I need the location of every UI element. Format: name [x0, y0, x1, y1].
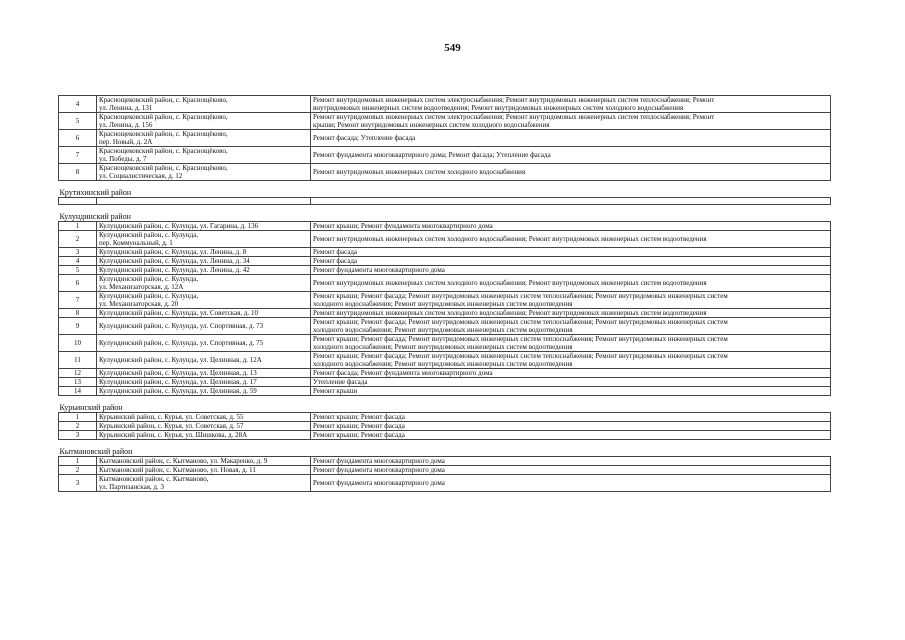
- table-row: [59, 413, 831, 422]
- address-line: Курьинский район, с. Курья, ул. Шишкова, д. 28А: [99, 431, 248, 439]
- row-number: 7: [59, 292, 97, 309]
- works-line: крыши; Ремонт внутридомовых инженерных систем холодного водоснабжения: [313, 121, 550, 129]
- works-line: Ремонт внутридомовых инженерных систем электроснабжения; Ремонт внутридомовых инженерных систем теплоснабжения; Ремонт: [313, 113, 715, 121]
- table-row: [59, 130, 831, 147]
- address-cell: [97, 130, 311, 147]
- works-line: внутридомовых инженерных систем водоотведения; Ремонт внутридомовых инженерных систем холодного водоснабжения: [313, 104, 684, 112]
- table-row: [59, 257, 831, 266]
- address-line: Краснощековский район, с. Краснощёково,: [99, 147, 228, 155]
- works-cell: [311, 96, 831, 113]
- address-cell: [97, 275, 311, 292]
- works-line: Ремонт фундамента многоквартирного дома; Ремонт фасада; Утепление фасада: [313, 151, 551, 159]
- address-cell: [97, 475, 311, 492]
- address-cell: [97, 335, 311, 352]
- works-line: холодного водоснабжения; Ремонт внутридомовых инженерных систем водоотведения: [313, 360, 573, 368]
- row-number: 11: [59, 352, 97, 369]
- district-header: [59, 440, 831, 457]
- table-row: [59, 378, 831, 387]
- works-line: Ремонт фундамента многоквартирного дома: [313, 457, 445, 465]
- address-cell: [97, 113, 311, 130]
- works-line: Ремонт крыши; Ремонт фундамента многоквартирного дома: [313, 222, 493, 230]
- address-cell: [97, 318, 311, 335]
- address-line: Краснощековский район, с. Краснощёково,: [99, 96, 228, 104]
- row-number: 10: [59, 335, 97, 352]
- works-line: Ремонт фундамента многоквартирного дома: [313, 266, 445, 274]
- address-cell: [97, 422, 311, 431]
- works-cell: [311, 147, 831, 164]
- address-line: Кулундинский район, с. Кулунда,: [99, 231, 199, 239]
- address-line: ул. Социалистическая, д. 12: [99, 172, 183, 180]
- row-number: 2: [59, 466, 97, 475]
- address-line: Краснощековский район, с. Краснощёково,: [99, 164, 228, 172]
- row-number: 8: [59, 309, 97, 318]
- row-number: 3: [59, 248, 97, 257]
- row-number: [59, 198, 97, 205]
- district-title: Курьинский район: [59, 396, 831, 413]
- row-number: 5: [59, 266, 97, 275]
- works-line: Ремонт внутридомовых инженерных систем холодного водоснабжения; Ремонт внутридомовых инженерных систем водоотведения: [313, 279, 707, 287]
- address-cell: [97, 257, 311, 266]
- works-cell: [311, 113, 831, 130]
- address-line: Кулундинский район, с. Кулунда, ул. Целинная, д. 17: [99, 378, 257, 386]
- works-line: Ремонт крыши; Ремонт фасада: [313, 413, 405, 421]
- table-row: [59, 248, 831, 257]
- works-cell: [311, 198, 831, 205]
- works-line: холодного водоснабжения; Ремонт внутридомовых инженерных систем водоотведения: [313, 300, 573, 308]
- works-line: Ремонт крыши; Ремонт фасада; Ремонт внутридомовых инженерных систем теплоснабжения; Ремонт внутридомовых инженерных систем: [313, 352, 728, 360]
- address-line: Кулундинский район, с. Кулунда, ул. Спортивная, д. 73: [99, 322, 264, 330]
- address-line: ул. Партизанская, д. 3: [99, 483, 164, 491]
- address-line: Кулундинский район, с. Кулунда, ул. Гагарина, д. 136: [99, 222, 259, 230]
- row-number: 2: [59, 422, 97, 431]
- address-cell: [97, 466, 311, 475]
- address-line: Кытмановский район, с. Кытманово, ул. Новая, д. 11: [99, 466, 256, 474]
- table-row: [59, 309, 831, 318]
- table-row: [59, 231, 831, 248]
- works-cell: [311, 413, 831, 422]
- table-row: [59, 113, 831, 130]
- table-row: [59, 96, 831, 113]
- row-number: 1: [59, 222, 97, 231]
- works-cell: [311, 475, 831, 492]
- works-line: Утепление фасада: [313, 378, 368, 386]
- works-cell: [311, 431, 831, 440]
- table-row: [59, 431, 831, 440]
- address-line: пер. Новый, д. 2А: [99, 138, 153, 146]
- address-line: Кытмановский район, с. Кытманово, ул. Макаренко, д. 9: [99, 457, 268, 465]
- works-cell: [311, 457, 831, 466]
- works-cell: [311, 222, 831, 231]
- row-number: 4: [59, 96, 97, 113]
- address-line: Кулундинский район, с. Кулунда, ул. Целинная, д. 59: [99, 387, 257, 395]
- works-cell: [311, 318, 831, 335]
- address-line: Кытмановский район, с. Кытманово,: [99, 475, 209, 483]
- district-header: [59, 181, 831, 198]
- address-line: Курьинский район, с. Курья, ул. Советская, д. 55: [99, 413, 244, 421]
- address-line: ул. Ленина, д. 131: [99, 104, 153, 112]
- address-cell: [97, 369, 311, 378]
- address-line: Курьинский район, с. Курья, ул. Советская, д. 57: [99, 422, 244, 430]
- table-row: [59, 369, 831, 378]
- row-number: 1: [59, 413, 97, 422]
- address-line: Кулундинский район, с. Кулунда, ул. Ленина, д. 8: [99, 248, 247, 256]
- address-cell: [97, 231, 311, 248]
- row-number: 2: [59, 231, 97, 248]
- address-cell: [97, 266, 311, 275]
- works-line: холодного водоснабжения; Ремонт внутридомовых инженерных систем водоотведения: [313, 326, 573, 334]
- table-row: [59, 292, 831, 309]
- address-line: ул. Механизаторская, д. 20: [99, 300, 179, 308]
- works-cell: [311, 422, 831, 431]
- table-row: [59, 275, 831, 292]
- address-line: Краснощековский район, с. Краснощёково,: [99, 113, 228, 121]
- table-row: [59, 335, 831, 352]
- table-row: [59, 222, 831, 231]
- table-row: [59, 147, 831, 164]
- works-cell: [311, 257, 831, 266]
- table-row: [59, 466, 831, 475]
- works-line: Ремонт крыши; Ремонт фасада; Ремонт внутридомовых инженерных систем теплоснабжения; Ремонт внутридомовых инженерных систем: [313, 292, 728, 300]
- works-line: Ремонт внутридомовых инженерных систем электроснабжения; Ремонт внутридомовых инженерных систем теплоснабжения; Ремонт: [313, 96, 715, 104]
- page-number: 549: [444, 42, 461, 54]
- row-number: 6: [59, 130, 97, 147]
- table-row: [59, 198, 831, 205]
- works-cell: [311, 275, 831, 292]
- address-line: ул. Победы, д. 7: [99, 155, 147, 163]
- works-cell: [311, 292, 831, 309]
- row-number: 13: [59, 378, 97, 387]
- works-line: Ремонт фундамента многоквартирного дома: [313, 466, 445, 474]
- address-cell: [97, 164, 311, 181]
- address-cell: [97, 222, 311, 231]
- works-line: Ремонт крыши; Ремонт фасада; Ремонт внутридомовых инженерных систем теплоснабжения; Ремонт внутридомовых инженерных систем: [313, 335, 728, 343]
- row-number: 3: [59, 431, 97, 440]
- table-row: [59, 387, 831, 396]
- table-row: [59, 164, 831, 181]
- district-title: Крутихинский район: [59, 181, 831, 198]
- row-number: 1: [59, 457, 97, 466]
- address-cell: [97, 413, 311, 422]
- works-line: Ремонт фасада; Ремонт фундамента многоквартирного дома: [313, 369, 493, 377]
- row-number: 5: [59, 113, 97, 130]
- address-line: Кулундинский район, с. Кулунда,: [99, 275, 199, 283]
- table-row: [59, 475, 831, 492]
- district-header: [59, 396, 831, 413]
- address-line: Кулундинский район, с. Кулунда, ул. Целинная, д. 13: [99, 369, 257, 377]
- table-row: [59, 352, 831, 369]
- address-cell: [97, 309, 311, 318]
- address-line: Кулундинский район, с. Кулунда, ул. Целинная, д. 12А: [99, 356, 262, 364]
- table-row: [59, 318, 831, 335]
- works-cell: [311, 266, 831, 275]
- works-line: Ремонт крыши: [313, 387, 358, 395]
- works-line: Ремонт фасада; Утепление фасада: [313, 134, 416, 142]
- works-line: холодного водоснабжения; Ремонт внутридомовых инженерных систем водоотведения: [313, 343, 573, 351]
- district-title: Кытмановский район: [59, 440, 831, 457]
- district-header: [59, 205, 831, 222]
- works-line: Ремонт фасада: [313, 257, 358, 265]
- address-line: Кулундинский район, с. Кулунда, ул. Ленина, д. 34: [99, 257, 250, 265]
- works-cell: [311, 164, 831, 181]
- row-number: 4: [59, 257, 97, 266]
- address-line: Кулундинский район, с. Кулунда, ул. Советская, д. 10: [99, 309, 258, 317]
- works-cell: [311, 352, 831, 369]
- row-number: 12: [59, 369, 97, 378]
- row-number: 7: [59, 147, 97, 164]
- address-cell: [97, 147, 311, 164]
- row-number: 6: [59, 275, 97, 292]
- district-title: Кулундинский район: [59, 205, 831, 222]
- works-cell: [311, 248, 831, 257]
- works-cell: [311, 378, 831, 387]
- works-cell: [311, 369, 831, 378]
- repair-works-table: [58, 95, 831, 492]
- works-line: Ремонт внутридомовых инженерных систем холодного водоснабжения: [313, 168, 526, 176]
- works-cell: [311, 231, 831, 248]
- address-cell: [97, 198, 311, 205]
- table-row: [59, 422, 831, 431]
- works-line: Ремонт крыши; Ремонт фасада: [313, 431, 405, 439]
- works-line: Ремонт фасада: [313, 248, 358, 256]
- address-line: Кулундинский район, с. Кулунда,: [99, 292, 199, 300]
- table-row: [59, 457, 831, 466]
- address-line: пер. Коммунальный, д. 1: [99, 239, 173, 247]
- works-line: Ремонт крыши; Ремонт фасада: [313, 422, 405, 430]
- address-cell: [97, 248, 311, 257]
- row-number: 9: [59, 318, 97, 335]
- works-line: Ремонт фундамента многоквартирного дома: [313, 479, 445, 487]
- address-cell: [97, 292, 311, 309]
- works-cell: [311, 466, 831, 475]
- works-cell: [311, 130, 831, 147]
- row-number: 14: [59, 387, 97, 396]
- row-number: 3: [59, 475, 97, 492]
- address-cell: [97, 457, 311, 466]
- address-line: ул. Механизаторская, д. 12А: [99, 283, 184, 291]
- works-line: Ремонт внутридомовых инженерных систем холодного водоснабжения; Ремонт внутридомовых инженерных систем водоотведения: [313, 235, 707, 243]
- works-cell: [311, 387, 831, 396]
- row-number: 8: [59, 164, 97, 181]
- address-cell: [97, 387, 311, 396]
- address-line: Кулундинский район, с. Кулунда, ул. Спортивная, д. 75: [99, 339, 264, 347]
- works-line: Ремонт внутридомовых инженерных систем холодного водоснабжения; Ремонт внутридомовых инженерных систем водоотведения: [313, 309, 707, 317]
- works-line: Ремонт крыши; Ремонт фасада; Ремонт внутридомовых инженерных систем теплоснабжения; Ремонт внутридомовых инженерных систем: [313, 318, 728, 326]
- address-line: ул. Ленина, д. 156: [99, 121, 153, 129]
- works-cell: [311, 309, 831, 318]
- address-line: Краснощековский район, с. Краснощёково,: [99, 130, 228, 138]
- works-cell: [311, 335, 831, 352]
- address-cell: [97, 96, 311, 113]
- address-cell: [97, 431, 311, 440]
- table-row: [59, 266, 831, 275]
- address-cell: [97, 352, 311, 369]
- address-line: Кулундинский район, с. Кулунда, ул. Ленина, д. 42: [99, 266, 250, 274]
- address-cell: [97, 378, 311, 387]
